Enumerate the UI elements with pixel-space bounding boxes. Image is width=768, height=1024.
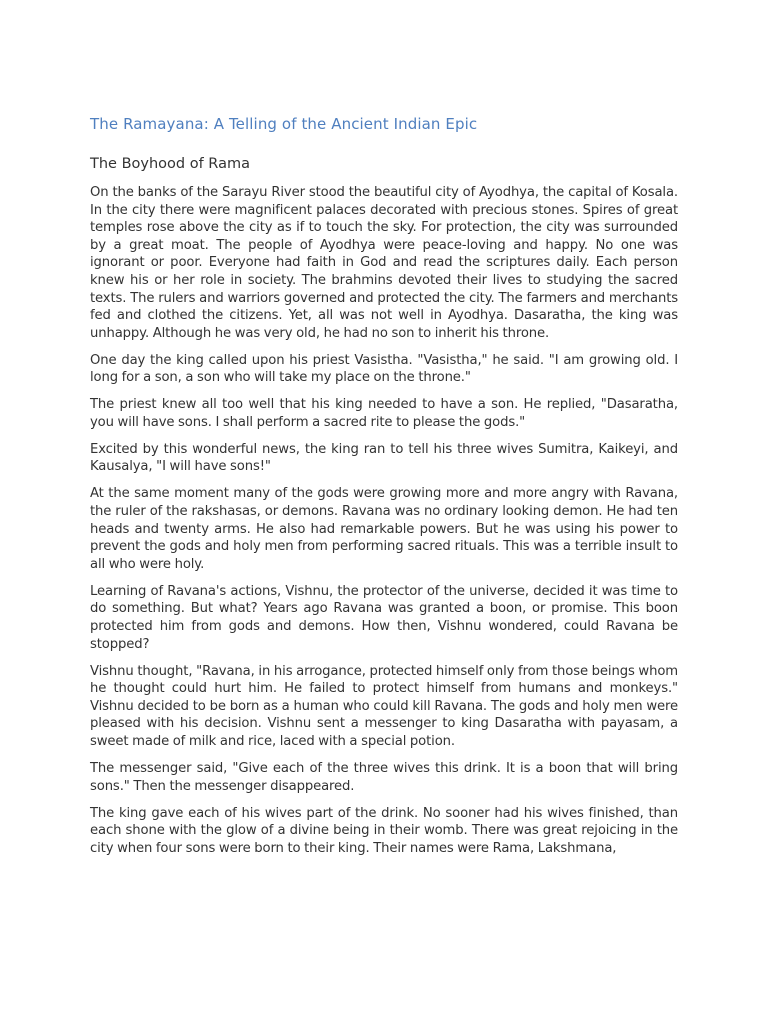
paragraph-5: At the same moment many of the gods were growing more and more angry with Ravana, the ruler of the rakshasas, or demons. Ravana was no ordinary looking demon. He had ten heads and twenty arms. He also had remarkable powers. But he was using his power to prevent the gods and holy men from performing sacred rituals. This was a terrible insult to all who were holy. [90,486,678,572]
section-heading: The Boyhood of Rama [90,156,250,172]
paragraph-4: Excited by this wonderful news, the king ran to tell his three wives Sumitra, Kaikeyi, and Kausalya, "I will have sons!" [90,441,678,475]
document-title: The Ramayana: A Telling of the Ancient Indian Epic [90,115,478,133]
paragraph-2: One day the king called upon his priest Vasistha. "Vasistha," he said. "I am growing old. I long for a son, a son who will take my place on the throne." [90,352,678,386]
paragraph-6: Learning of Ravana's actions, Vishnu, the protector of the universe, decided it was time to do something. But what? Years ago Ravana was granted a boon, or promise. This boon protected him from gods and demons. How then, Vishnu wondered, could Ravana be stopped? [90,583,678,652]
paragraph-7: Vishnu thought, "Ravana, in his arrogance, protected himself only from those beings whom he thought could hurt him. He failed to protect himself from humans and monkeys." Vishnu decided to be born as a human who could kill Ravana. The gods and holy men were pleased with his decision. Vishnu sent a messenger to king Dasaratha with payasam, a sweet made of milk and rice, laced with a special potion. [90,663,678,749]
paragraph-1: On the banks of the Sarayu River stood the beautiful city of Ayodhya, the capital of Kosala. In the city there were magnificent palaces decorated with precious stones. Spires of great temples rose above the city as if to touch the sky. For protection, the city was surrounded by a great moat. The people of Ayodhya were peace-loving and happy. No one was ignorant or poor. Everyone had faith in God and read the scriptures daily. Each person knew his or her role in society. The brahmins devoted their lives to studying the sacred texts. The rulers and warriors governed and protected the city. The farmers and merchants fed and clothed the citizens. Yet, all was not well in Ayodhya. Dasaratha, the king was unhappy. Although he was very old, he had no son to inherit his throne. [90,185,678,341]
paragraph-8: The messenger said, "Give each of the three wives this drink. It is a boon that will bring sons." Then the messenger disappeared. [90,760,678,794]
paragraph-3: The priest knew all too well that his king needed to have a son. He replied, "Dasaratha, you will have sons. I shall perform a sacred rite to please the gods." [90,397,678,430]
paragraph-9: The king gave each of his wives part of the drink. No sooner had his wives finished, than each shone with the glow of a divine being in their womb. There was great rejoicing in the city when four sons were born to their king. Their names were Rama, Lakshmana, [90,805,678,856]
document-page [90,113,678,867]
